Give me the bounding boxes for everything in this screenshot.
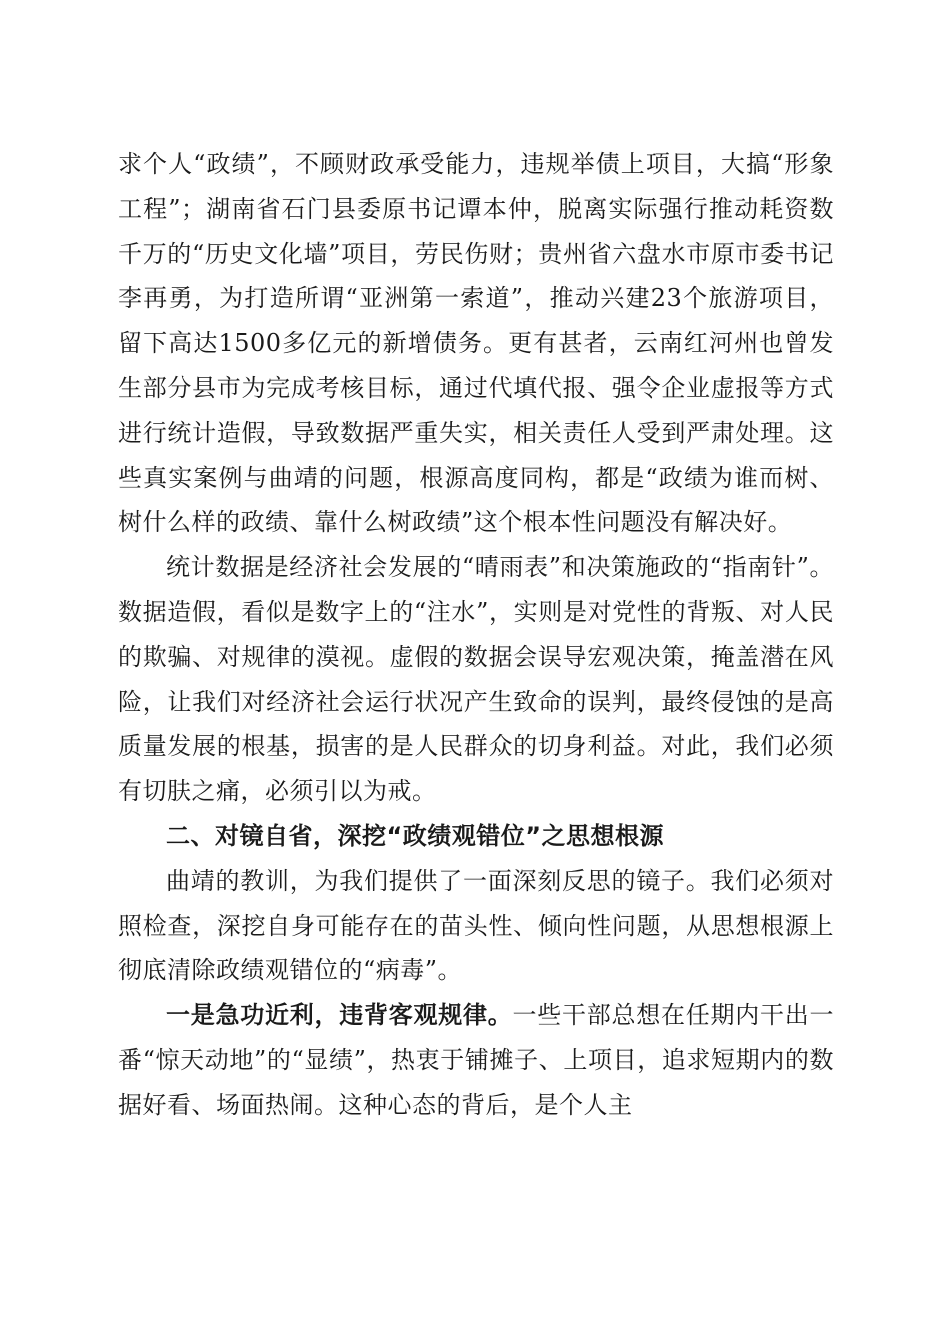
document-page: [118, 142, 834, 1128]
point-one-lead: 一是急功近利，违背客观规律。: [166, 1001, 513, 1030]
paragraph-cases: 求个人“政绩”，不顾财政承受能力，违规举债上项目，大搞“形象工程”；湖南省石门县委原书记谭本仲，脱离实际强行推动耗资数千万的“历史文化墙”项目，劳民伤财；贵州省六盘水市原市委书记李再勇，为打造所谓“亚洲第一索道”，推动兴建23个旅游项目，留下高达1500多亿元的新增债务。更有甚者，云南红河州也曾发生部分县市为完成考核目标，通过代填代报、强令企业虚报等方式进行统计造假，导致数据严重失实，相关责任人受到严肃处理。这些真实案例与曲靖的问题，根源高度同构，都是“政绩为谁而树、树什么样的政绩、靠什么树政绩”这个根本性问题没有解决好。: [118, 150, 834, 537]
point-one-body: 一些干部总想在任期内干出一番“惊天动地”的“显绩”，热衷于铺摊子、上项目，追求短期内的数据好看、场面热闹。这种心态的背后，是个人主: [118, 1001, 834, 1119]
paragraph-reflection: 曲靖的教训，为我们提供了一面深刻反思的镜子。我们必须对照检查，深挖自身可能存在的苗头性、倾向性问题，从思想根源上彻底清除政绩观错位的“病毒”。: [118, 866, 834, 985]
paragraph-point-one: [118, 993, 834, 1127]
section-heading: 二、对镜自省，深挖“政绩观错位”之思想根源: [166, 821, 665, 850]
paragraph-statistics: 统计数据是经济社会发展的“晴雨表”和决策施政的“指南针”。数据造假，看似是数字上的“注水”，实则是对党性的背叛、对人民的欺骗、对规律的漠视。虚假的数据会误导宏观决策，掩盖潜在风险，让我们对经济社会运行状况产生致命的误判，最终侵蚀的是高质量发展的根基，损害的是人民群众的切身利益。对此，我们必须有切肤之痛，必须引以为戒。: [118, 553, 834, 806]
